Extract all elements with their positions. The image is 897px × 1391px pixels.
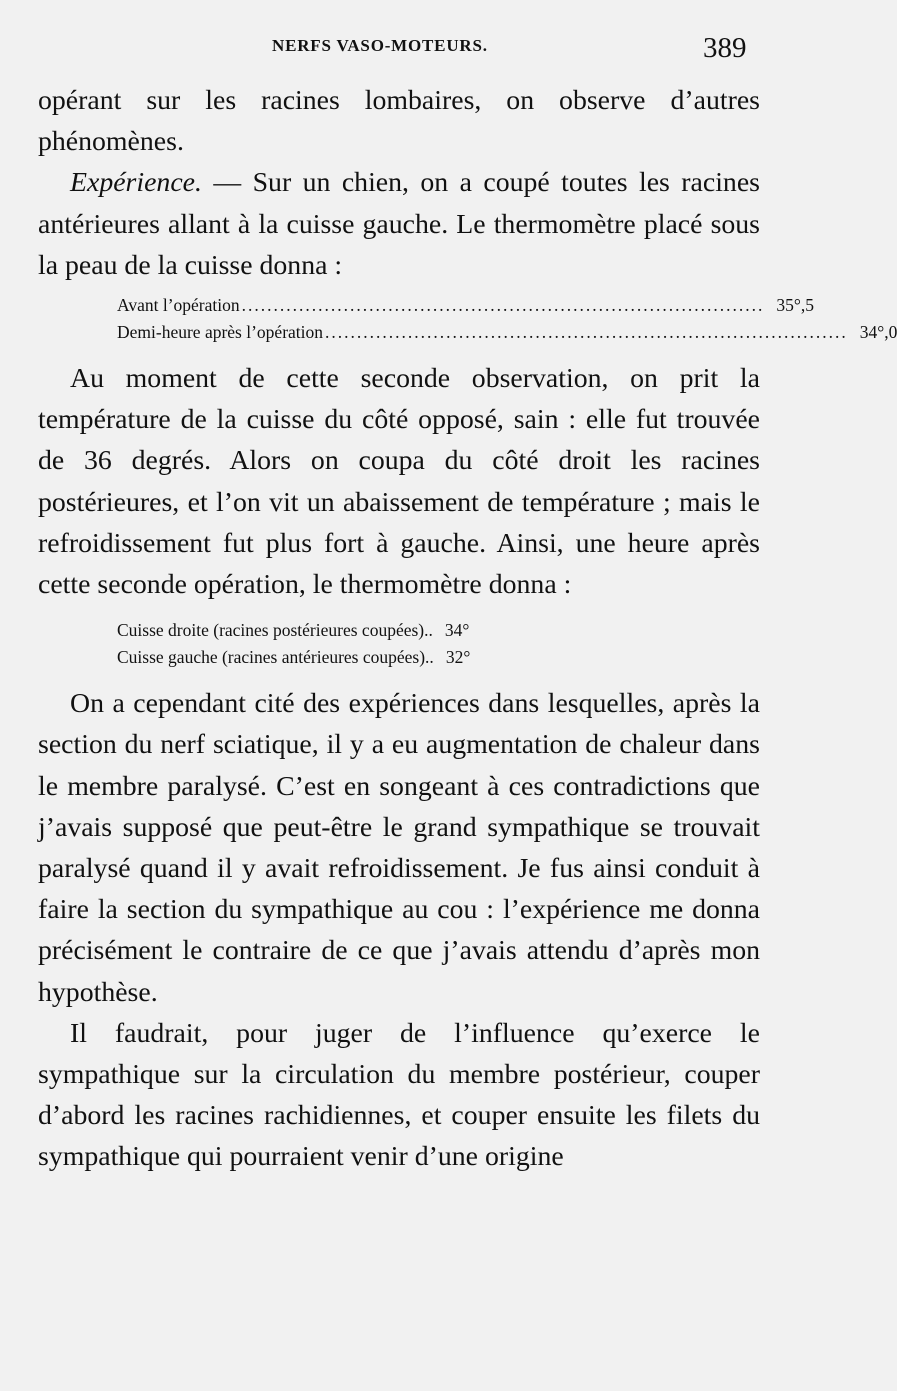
row-value: 34° [444,620,470,641]
paragraph-5: Il faudrait, pour juger de l’influence qu’exerce le sympathique sur la circulation du membre postérieur, couper d’abord les racines rachidiennes, et couper ensuite les filets du sympathique qui pourraient venir d’une origine [38,1017,760,1173]
row-label: Cuisse gauche (racines antérieures coupées).. [117,647,434,668]
temperature-table-1 [117,292,897,346]
row-label: Avant l’opération [117,295,240,316]
body-text [38,80,897,1178]
paragraph-4: On a cependant cité des expériences dans lesquelles, après la section du nerf sciatique, il y a eu augmentation de chaleur dans le membre paralysé. C’est en songeant à ces contradictions que j’avais supposé que peut-être le grand sympathique se trouvait paralysé quand il y avait refroidissement. Je fus ainsi conduit à faire la section du sympathique au cou : l’expérience me donna précisément le contraire de ce que j’avais attendu d’après mon hypothèse. [38,688,760,1008]
table-row [117,319,897,346]
row-value: 32° [445,647,471,668]
leader-dots: .................................................................................. [241,295,765,316]
leader-dots: .................................................................................. [325,322,848,343]
row-value: 35°,5 [776,295,814,316]
paragraph-2 [38,162,760,286]
experiment-label: Expérience. [70,167,202,199]
running-head: NERFS VASO-MOTEURS. [272,36,488,55]
row-value: 34°,0 [859,322,897,343]
table-row [117,292,814,319]
paragraph-2-text: — Sur un chien, on a coupé toutes les racines antérieures allant à la cuisse gauche. Le thermomètre placé sous la peau de la cuisse donna : [38,167,760,281]
row-label: Cuisse droite (racines postérieures coupées).. [117,620,433,641]
paragraph-1: opérant sur les racines lombaires, on observe d’autres phénomènes. [38,85,760,158]
page-number: 389 [703,32,747,64]
table-row [117,617,677,644]
paragraph-3: Au moment de cette seconde observation, on prit la température de la cuisse du côté opposé, sain : elle fut trouvée de 36 degrés. Alors on coupa du côté droit les racines postérieures, et l’on vit un abaissement de température ; mais le refroidissement fut plus fort à gauche. Ainsi, une heure après cette seconde opération, le thermomètre donna : [38,363,760,601]
temperature-table-2 [117,617,677,671]
row-label: Demi-heure après l’opération [117,322,324,343]
table-row [117,644,677,671]
page-header [0,32,800,76]
